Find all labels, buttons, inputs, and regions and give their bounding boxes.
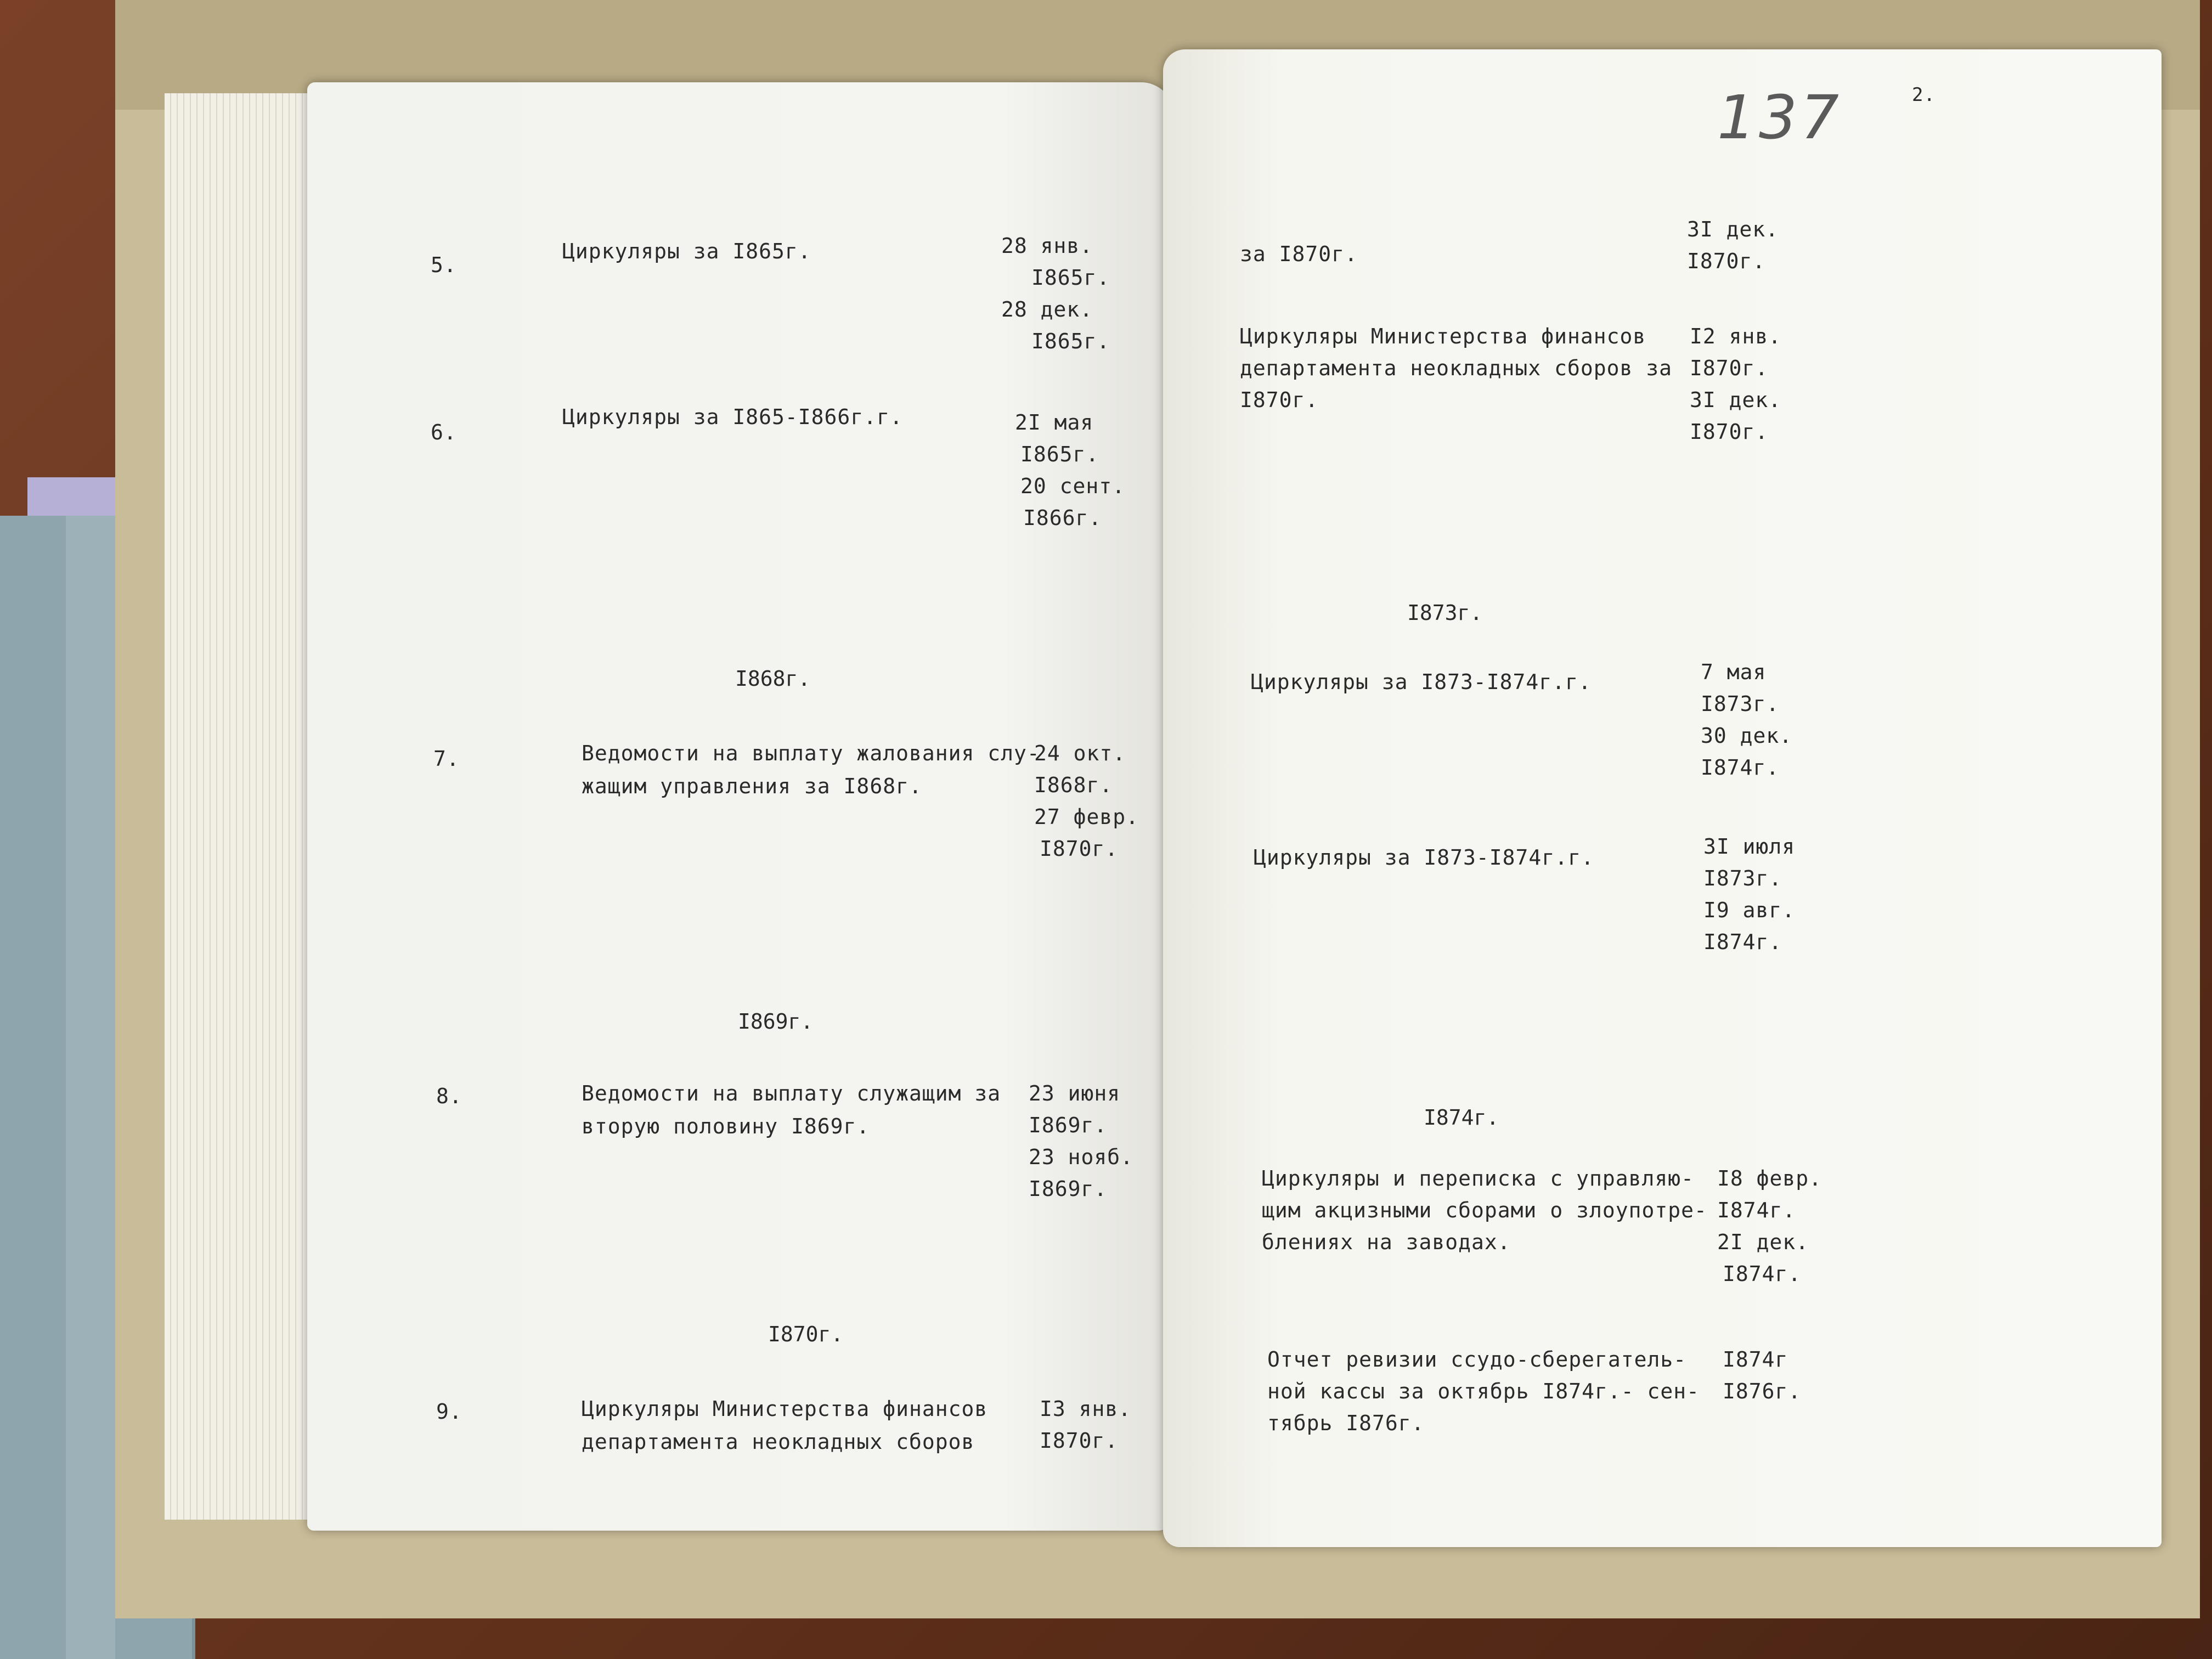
- entry-number: 8.: [436, 1084, 462, 1108]
- entry-number: 5.: [431, 253, 457, 277]
- entry-date: I874г.: [1701, 755, 1780, 780]
- right-page: [1163, 49, 2162, 1547]
- entry-title: Ведомости на выплату служащим за: [582, 1081, 1001, 1105]
- entry-date: I869г.: [1029, 1177, 1108, 1201]
- entry-date: I870г.: [1690, 420, 1769, 444]
- entry-title: за I870г.: [1240, 242, 1358, 266]
- entry-date: I869г.: [1029, 1113, 1108, 1137]
- entry-date: I874г.: [1717, 1198, 1796, 1222]
- entry-title: департамента неокладных сборов за: [1240, 356, 1672, 380]
- page-stack-edge: [165, 93, 307, 1520]
- entry-date: I2 янв.: [1690, 324, 1782, 348]
- entry-title: ной кассы за октябрь I874г.- сен-: [1267, 1379, 1700, 1403]
- entry-title: вторую половину I869г.: [582, 1114, 870, 1138]
- year-heading: I868г.: [735, 667, 811, 691]
- entry-date: 2I мая: [1015, 410, 1094, 435]
- handwritten-folio-number: 137: [1717, 82, 1842, 153]
- entry-date: 20 сент.: [1020, 474, 1126, 498]
- entry-date: I865г.: [1020, 442, 1099, 466]
- entry-number: 6.: [431, 420, 457, 444]
- entry-title: Циркуляры и переписка с управляю-: [1262, 1166, 1694, 1190]
- entry-date: 27 февр.: [1034, 805, 1139, 829]
- entry-title: I870г.: [1240, 388, 1319, 412]
- entry-title: жащим управления за I868г.: [582, 774, 922, 798]
- entry-date: 23 нояб.: [1029, 1145, 1134, 1169]
- entry-date: 24 окт.: [1034, 741, 1126, 765]
- entry-date: 3I дек.: [1690, 388, 1782, 412]
- entry-date: I865г.: [1031, 329, 1110, 353]
- entry-title: Отчет ревизии ссудо-сберегатель-: [1267, 1347, 1687, 1372]
- entry-date: 3I дек.: [1687, 217, 1779, 241]
- entry-title: Циркуляры за I865-I866г.г.: [562, 405, 903, 429]
- entry-date: I8 февр.: [1717, 1166, 1822, 1190]
- page-number: 2.: [1912, 84, 1936, 106]
- entry-date: 7 мая: [1701, 660, 1767, 684]
- year-heading: I870г.: [768, 1322, 844, 1346]
- entry-date: 28 янв.: [1001, 234, 1093, 258]
- entry-date: I874г.: [1703, 930, 1782, 954]
- entry-date: I874г.: [1723, 1262, 1802, 1286]
- entry-date: I870г.: [1040, 1429, 1119, 1453]
- entry-date: 28 дек.: [1001, 297, 1093, 321]
- left-page: [307, 82, 1174, 1531]
- entry-date: I866г.: [1023, 506, 1102, 530]
- entry-date: 30 дек.: [1701, 724, 1793, 748]
- entry-title: Циркуляры за I865г.: [562, 239, 811, 263]
- entry-number: 7.: [433, 747, 460, 771]
- entry-date: I876г.: [1723, 1379, 1802, 1403]
- year-heading: I873г.: [1407, 601, 1483, 625]
- entry-date: I868г.: [1034, 773, 1113, 797]
- entry-date: I865г.: [1031, 266, 1110, 290]
- entry-date: I873г.: [1703, 866, 1782, 890]
- entry-date: 3I июля: [1703, 834, 1796, 859]
- entry-date: I9 авг.: [1703, 898, 1796, 922]
- entry-title: Циркуляры за I873-I874г.г.: [1251, 670, 1592, 694]
- entry-date: I874г: [1723, 1347, 1788, 1372]
- entry-date: I870г.: [1040, 837, 1119, 861]
- entry-title: щим акцизными сборами о злоупотре-: [1262, 1198, 1707, 1222]
- entry-title: тябрь I876г.: [1267, 1411, 1425, 1435]
- entry-date: I870г.: [1690, 356, 1769, 380]
- entry-date: I870г.: [1687, 249, 1766, 273]
- entry-date: 23 июня: [1029, 1081, 1121, 1105]
- year-heading: I869г.: [738, 1009, 814, 1034]
- entry-title: Циркуляры Министерства финансов: [1240, 324, 1646, 348]
- entry-title: Ведомости на выплату жалования слу-: [582, 741, 1040, 765]
- entry-date: I3 янв.: [1040, 1397, 1132, 1421]
- entry-date: 2I дек.: [1717, 1230, 1809, 1254]
- entry-title: Циркуляры за I873-I874г.г.: [1254, 845, 1594, 870]
- entry-title: блениях на заводах.: [1262, 1230, 1511, 1254]
- entry-title: департамента неокладных сборов: [582, 1430, 975, 1454]
- entry-date: I873г.: [1701, 692, 1780, 716]
- entry-number: 9.: [436, 1400, 462, 1424]
- entry-title: Циркуляры Министерства финансов: [582, 1397, 988, 1421]
- year-heading: I874г.: [1424, 1105, 1499, 1130]
